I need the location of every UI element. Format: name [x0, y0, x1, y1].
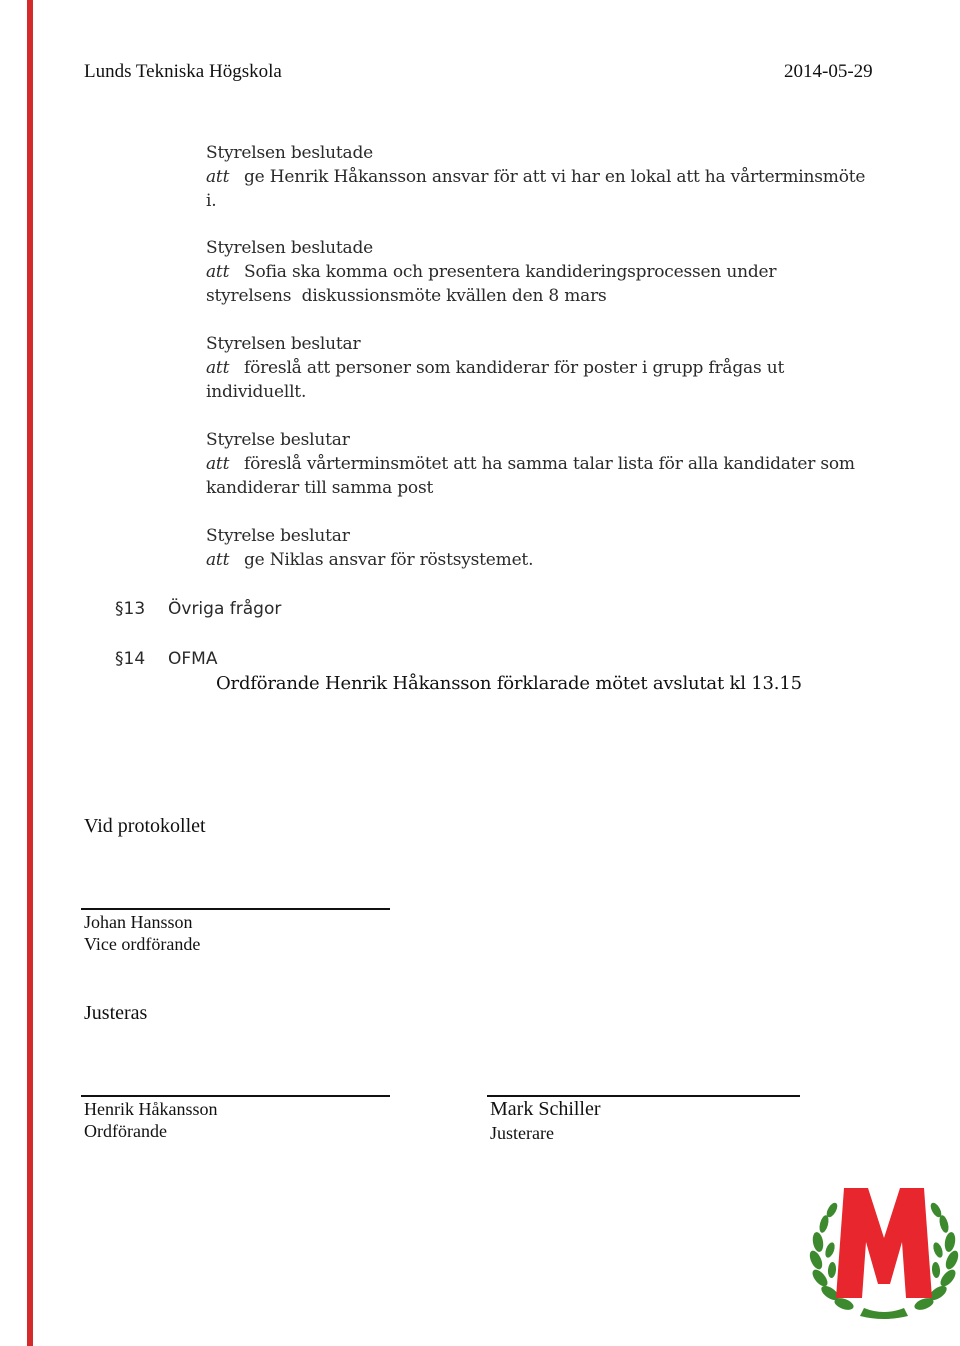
section-title: Övriga frågor — [168, 599, 282, 619]
decision-heading: Styrelsen beslutade — [206, 143, 374, 163]
chair-role: Ordförande — [84, 1121, 167, 1141]
decision-text-cont: individuellt. — [206, 382, 307, 402]
decision-text: ge Niklas ansvar för röstsystemet. — [244, 550, 534, 570]
decision-text-cont: i. — [206, 191, 217, 211]
decision-line — [206, 262, 776, 282]
att-label: att — [206, 454, 230, 474]
header-date: 2014-05-29 — [784, 61, 873, 82]
decision-line — [206, 358, 784, 378]
decision-text: Sofia ska komma och presentera kandideringsprocessen under — [244, 262, 777, 282]
closing-statement: Ordförande Henrik Håkansson förklarade mötet avslutat kl 13.15 — [216, 673, 802, 694]
decision-text: ge Henrik Håkansson ansvar för att vi har en lokal att ha vårterminsmöte — [244, 167, 866, 187]
margin-line — [27, 0, 33, 1346]
decision-heading: Styrelse beslutar — [206, 430, 350, 450]
adjust-label: Justeras — [84, 1002, 148, 1024]
decision-line — [206, 550, 533, 570]
decision-heading: Styrelsen beslutade — [206, 238, 374, 258]
adjuster-role: Justerare — [490, 1123, 554, 1143]
att-label: att — [206, 358, 230, 378]
decision-heading: Styrelse beslutar — [206, 526, 350, 546]
m-laurel-logo-icon — [806, 1180, 960, 1320]
att-label: att — [206, 262, 230, 282]
att-label: att — [206, 550, 230, 570]
decision-line — [206, 167, 865, 187]
secretary-name: Johan Hansson — [84, 912, 193, 932]
decision-line — [206, 454, 855, 474]
decision-text-cont: kandiderar till samma post — [206, 478, 434, 498]
att-label: att — [206, 167, 230, 187]
signature-line — [81, 908, 390, 910]
section-number: §13 — [115, 599, 146, 619]
decision-text-cont: styrelsens diskussionsmöte kvällen den 8 mars — [206, 286, 607, 306]
decision-text: föreslå vårterminsmötet att ha samma talar lista för alla kandidater som — [244, 454, 855, 474]
secretary-role: Vice ordförande — [84, 934, 201, 954]
section-number: §14 — [115, 649, 146, 669]
chair-name: Henrik Håkansson — [84, 1099, 218, 1119]
header-institution: Lunds Tekniska Högskola — [84, 61, 282, 82]
protocol-label: Vid protokollet — [84, 815, 206, 837]
signature-line — [81, 1095, 390, 1097]
section-14 — [115, 649, 217, 669]
adjuster-name: Mark Schiller — [490, 1098, 601, 1120]
section-13 — [115, 599, 281, 619]
section-title: OFMA — [168, 649, 218, 669]
decision-heading: Styrelsen beslutar — [206, 334, 361, 354]
signature-line — [487, 1095, 800, 1097]
decision-text: föreslå att personer som kandiderar för poster i grupp frågas ut — [244, 358, 785, 378]
